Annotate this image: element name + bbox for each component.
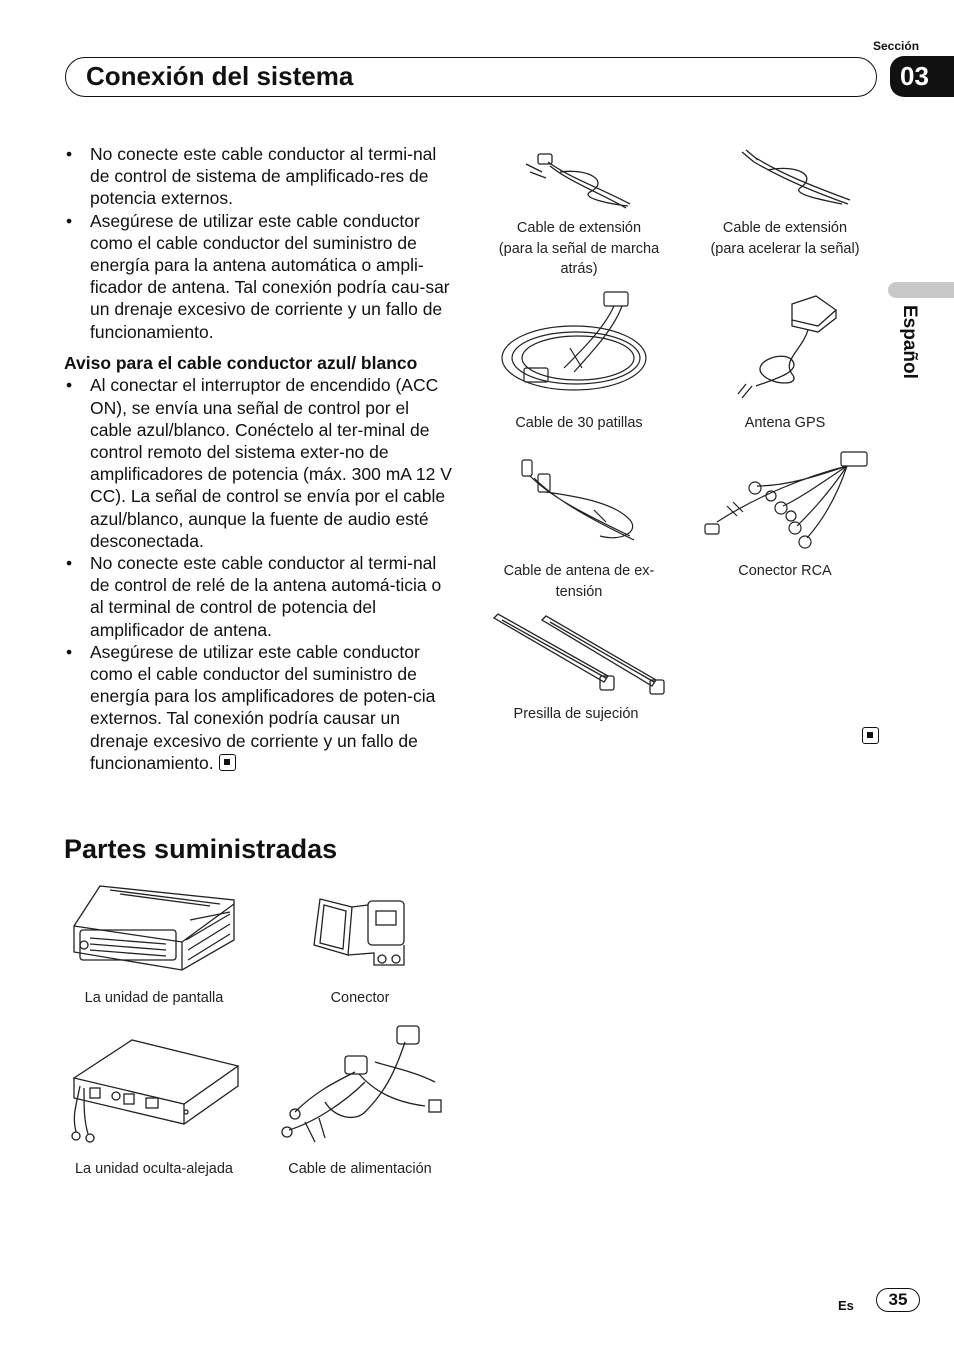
extension-cable-speed-illustration: [738, 146, 858, 212]
part-label-line: Cable de antena de ex-: [503, 563, 655, 579]
part-label: La unidad oculta-alejada: [74, 1161, 233, 1177]
bullet-item: [64, 641, 454, 774]
hideaway-unit-illustration: [66, 1036, 242, 1146]
bullet-item: • Asegúrese de utilizar este cable conductor como el cable conductor del suministro de energía para la antena automática o ampli-ficador de antena. Tal conexión podría cau-sar un drenaje excesivo de corriente y un fallo de funcionamiento.: [64, 210, 454, 343]
part-label: [494, 561, 664, 602]
part-label: [695, 218, 875, 259]
clamp-illustration: [488, 612, 668, 700]
gps-antenna-illustration: [732, 290, 842, 406]
part-label: Conector RCA: [738, 563, 832, 579]
part-label: La unidad de pantalla: [84, 990, 224, 1006]
parts-heading: Partes suministradas: [64, 834, 338, 864]
antenna-extension-cable-illustration: [510, 456, 650, 548]
language-code: Es: [838, 1298, 854, 1313]
connector-illustration: [310, 895, 410, 970]
part-label: Presilla de sujeción: [513, 706, 639, 722]
part-label-line: Cable de extensión: [516, 220, 642, 236]
bullet-item: • Al conectar el interruptor de encendido (ACC ON), se envía una señal de control por el cable azul/blanco. Conéctelo al ter-minal de control remoto del sistema exter-no de amplificadores de potencia (máx. 300 mA 12 V CC). La señal de control se envía por el cable azul/blanco, aunque la fuente de audio esté desconectada.: [64, 374, 454, 552]
part-label: Antena GPS: [744, 415, 826, 431]
bullet-item: • No conecte este cable conductor al termi-nal de control de relé de la antena automá-ticia o al terminal de control de potencia del amplificador de antena.: [64, 552, 454, 641]
left-column: [64, 143, 454, 774]
part-label: Cable de 30 patillas: [515, 415, 643, 431]
end-mark-icon: [219, 754, 236, 771]
language-label: Español: [899, 305, 920, 379]
part-label: [488, 218, 670, 280]
power-cable-illustration: [275, 1022, 447, 1152]
part-label: Cable de alimentación: [288, 1161, 432, 1177]
rca-connector-illustration: [697, 446, 873, 556]
end-mark-icon: [862, 727, 879, 744]
language-tab: [888, 282, 954, 298]
extension-cable-reverse-illustration: [520, 148, 640, 213]
part-label-line: tensión: [555, 583, 603, 600]
part-label-line: (para acelerar la señal): [710, 240, 860, 257]
30-pin-cable-illustration: [494, 288, 660, 404]
section-label: Sección: [873, 39, 920, 53]
bullet-item: • No conecte este cable conductor al termi-nal de control de sistema de amplificado-res de potencia externos.: [64, 143, 454, 210]
header-bar: [65, 57, 877, 97]
part-label-line: Cable de extensión: [722, 220, 848, 236]
part-label: Conector: [330, 990, 390, 1006]
subheading: Aviso para el cable conductor azul/ blanco: [64, 352, 418, 373]
bullet-text: Asegúrese de utilizar este cable conductor como el cable conductor del suministro de energía para los amplificadores de poten-cia externos. Tal conexión podría causar un drenaje excesivo de corriente y un fallo de funcionamiento.: [90, 641, 436, 773]
part-label-line: (para la señal de marcha: [498, 240, 660, 257]
section-number-badge: 03: [890, 56, 954, 97]
page-title: Conexión del sistema: [86, 61, 354, 91]
page-number: 35: [876, 1288, 920, 1312]
display-unit-illustration: [70, 880, 242, 980]
part-label-line: atrás): [560, 261, 598, 277]
